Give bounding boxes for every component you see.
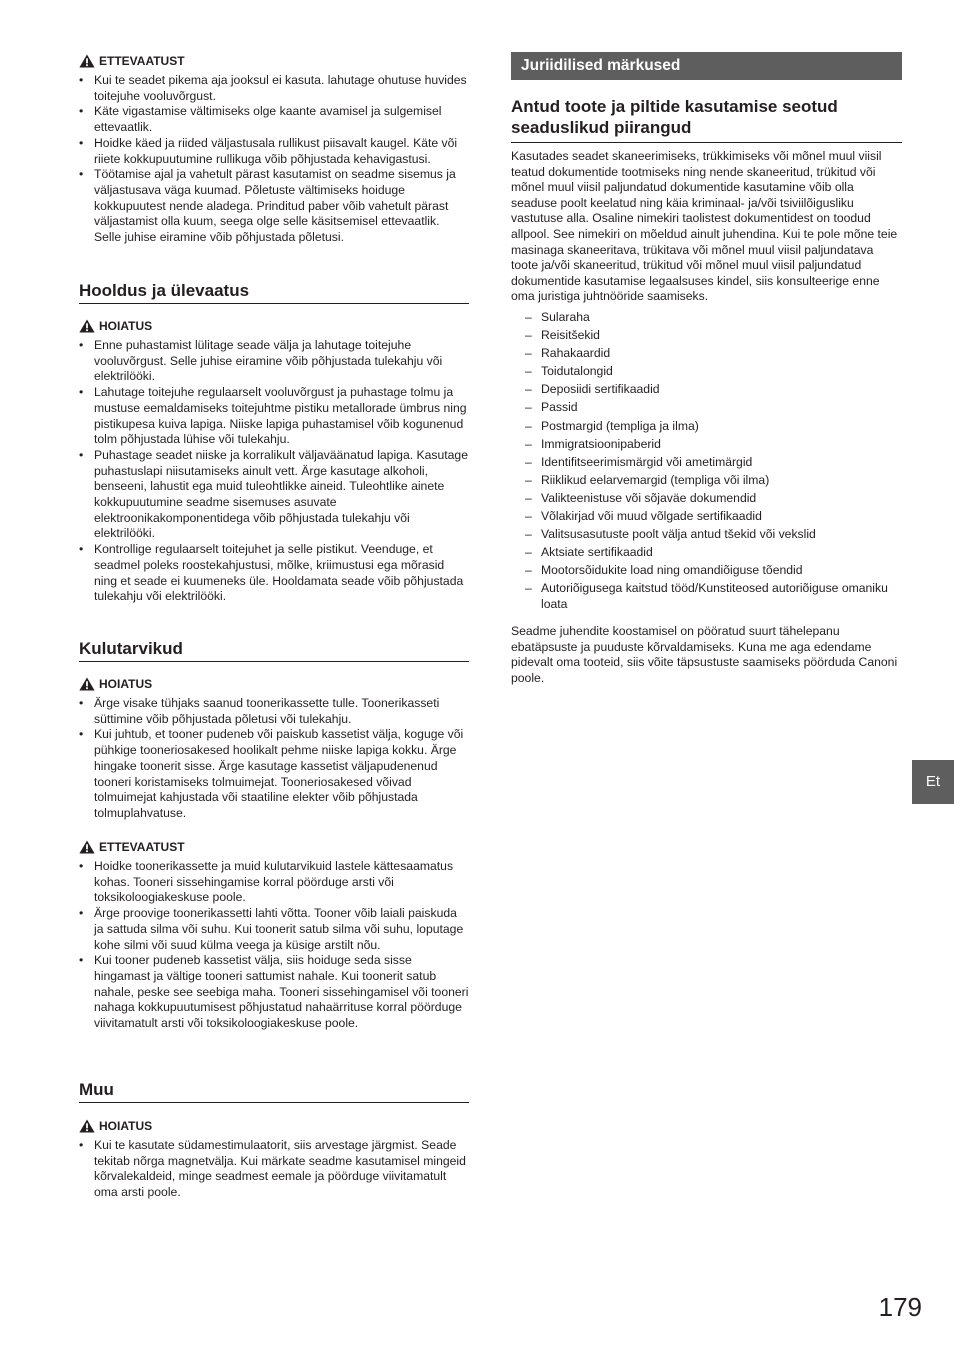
list-item: • Kontrollige regulaarselt toitejuhet ja selle pistikut. Veenduge, et seadmel poleks roostekahjustusi, mõlke, kriimustusi ega mõrasid ning et seade ei kuumeneks üle. Hooldamata seade võib põhjustada tulekahju või elektrilööki. [79,542,469,605]
warning-heading-maintenance: HOIATUS [79,319,152,333]
legal-notices-band: Juriidilised märkused [511,52,902,80]
list-item: • Kui te kasutate südamestimulaatorit, siis arvestage järgmist. Seade tekitab nõrga magnetvälja. Kui märkate seadme kasutamisel mingeid kõrvalekaldeid, minge seadmest eemale ja pöörduge viivitamatult oma arsti poole. [79,1138,469,1201]
list-item: – Reisitšekid [511,328,902,343]
list-item: • Hoidke toonerikassette ja muid kulutarvikuid lastele kättesaamatus kohas. Tooneri sissehingamise korral pöörduge arsti või toksikoloogiakeskuse poole. [79,859,469,906]
warning-heading-consumables: HOIATUS [79,677,152,691]
section-title-consumables: Kulutarvikud [79,639,469,662]
page-number: 179 [878,1292,922,1322]
list-item: • Kui te seadet pikema aja jooksul ei kasuta. lahutage ohutuse huvides toitejuhe vooluvõrgust. [79,73,469,104]
warning-triangle-icon [79,319,95,333]
list-item: • Enne puhastamist lülitage seade välja ja lahutage toitejuhe vooluvõrgust. Selle juhise eiramine võib põhjustada tulekahju või elektrilööki. [79,338,469,385]
consumables-caution-list [79,859,469,1032]
list-item: – Valikteenistuse või sõjaväe dokumendid [511,491,902,506]
consumables-warning-list [79,696,469,822]
legal-intro: Kasutades seadet skaneerimiseks, trükkimiseks või mõnel muul viisil teatud dokumentide tootmiseks ning nende skaneeritud, trükitud või mõnel muul viisil paljundatud dokumentide kasutamine võib olla seaduse poolt keelatud ning käia kriminaal- ja/või tsiviilõigusliku vastutuse alla. Osaline nimekiri taolistest dokumentidest on toodud allpool. See nimekiri on mõeldud ainult juhendina. Kui te pole mõne teie masinaga skaneeritava, trükitava või mõnel muul viisil paljundatava toote ja/või skaneeritud, trükitud või mõnel muul viisil paljundatud dokumentide kasutamise legaalsuses kindel, siis konsulteerige enne oma juristiga juhtnööride saamiseks. [511,149,898,304]
list-item: • Lahutage toitejuhe regulaarselt vooluvõrgust ja puhastage tolmu ja mustuse eemaldamiseks toitejuhtme pistiku metallorade ümbrus ning pistikupesa kuiva lapiga. Niiske lapiga puhastamisel võib kogunenud tolm põhjustada lühise või tulekahju. [79,385,469,448]
list-item: – Toidutalongid [511,364,902,379]
list-item: – Võlakirjad või muud võlgade sertifikaadid [511,509,902,524]
list-item: – Postmargid (templiga ja ilma) [511,419,902,434]
warning-triangle-icon [79,840,95,854]
list-item: • Puhastage seadet niiske ja korralikult väljaväänatud lapiga. Kasutage puhastuslapi niisutamiseks ainult vett. Ärge kasutage alkoholi, benseeni, lahustit ega muid tuleohtlikke aineid. Tuleohtlike ainete kokkupuutumine seadme sisemuses asuvate elektroonikakomponentidega võib põhjustada tulekahju või elektrilööki. [79,448,469,542]
list-item: – Autoriõigusega kaitstud tööd/Kunstiteosed autoriõiguse omaniku loata [511,581,902,612]
list-item: – Valitsusasutuste poolt välja antud tšekid või vekslid [511,527,902,542]
list-item: • Kui juhtub, et tooner pudeneb või paiskub kassetist välja, koguge või pühkige tooneriosakesed hoolikalt pehme niiske lapiga kokku. Ärge hingake toonerit sisse. Ärge kasutage kassetist väljapudenenud tooneri koristamiseks tolmuimejat. Tooneriosakesed võivad tolmuimejat kahjustada või staatiline elekter võib põhjustada tolmuplahvatuse. [79,727,469,821]
list-item: – Aktsiate sertifikaadid [511,545,902,560]
list-item: • Kui tooner pudeneb kassetist välja, siis hoiduge seda sisse hingamast ja vältige tooneri sattumist nahale. Kui toonerit satub nahale, peske see seebiga maha. Tooneri sissehingamisel või tooneri nahaga kokkupuutumisest põhjustatud nahaärrituse korral pöörduge viivitamatult arsti või toksikoloogiakeskuse poole. [79,953,469,1032]
list-item: • Töötamise ajal ja vahetult pärast kasutamist on seadme sisemus ja väljastusava väga kuumad. Põletuste vältimiseks hoiduge kokkupuutest nende aladega. Prinditud paber võib vahetult pärast väljastamist olla kuum, seega olge selle käsitsemisel ettevaatlik. Selle juhise eiramine võib põhjustada põletusi. [79,167,469,246]
list-item: – Passid [511,400,902,415]
list-item: – Riiklikud eelarvemargid (templiga või ilma) [511,473,902,488]
list-item: – Sularaha [511,310,902,325]
language-tab[interactable]: Et [912,760,954,804]
section-title-maintenance: Hooldus ja ülevaatus [79,281,469,304]
list-item: • Käte vigastamise vältimiseks olge kaante avamisel ja sulgemisel ettevaatlik. [79,104,469,135]
legal-outro: Seadme juhendite koostamisel on pööratud suurt tähelepanu ebatäpsuste ja puuduste kõrvaldamiseks. Kuna me aga edendame pidevalt oma tooteid, siis võite täpsustuste saamiseks pöörduda Canoni poole. [511,624,898,685]
list-item: • Ärge visake tühjaks saanud toonerikassette tulle. Toonerikasseti süttimine võib põhjustada põletusi või tulekahju. [79,696,469,727]
list-item: • Hoidke käed ja riided väljastusala rullikust piisavalt kaugel. Käte või riiete kokkupuutumine rullikuga võib põhjustada kehavigastusi. [79,136,469,167]
caution-heading-consumables: ETTEVAATUST [79,840,185,854]
list-item: – Mootorsõidukite load ning omandiõiguse tõendid [511,563,902,578]
list-item: – Deposiidi sertifikaadid [511,382,902,397]
list-item: – Immigratsioonipaberid [511,437,902,452]
caution-list-1 [79,73,469,246]
other-warning-list [79,1138,469,1201]
caution-heading-1: ETTEVAATUST [79,54,185,68]
restricted-documents-list [511,310,902,615]
section-title-other: Muu [79,1080,469,1103]
list-item: – Rahakaardid [511,346,902,361]
warning-triangle-icon [79,677,95,691]
warning-triangle-icon [79,1119,95,1133]
maintenance-warning-list [79,338,469,605]
list-item: • Ärge proovige toonerikassetti lahti võtta. Tooner võib laiali paiskuda ja sattuda silma või suhu. Kui toonerit satub silma või suhu, loputage kohe silmi või suud külma veega ja küsige arstilt nõu. [79,906,469,953]
warning-heading-other: HOIATUS [79,1119,152,1133]
list-item: – Identifitseerimismärgid või ametimärgid [511,455,902,470]
warning-triangle-icon [79,54,95,68]
legal-section-title: Antud toote ja piltide kasutamise seotud seaduslikud piirangud [511,96,902,143]
